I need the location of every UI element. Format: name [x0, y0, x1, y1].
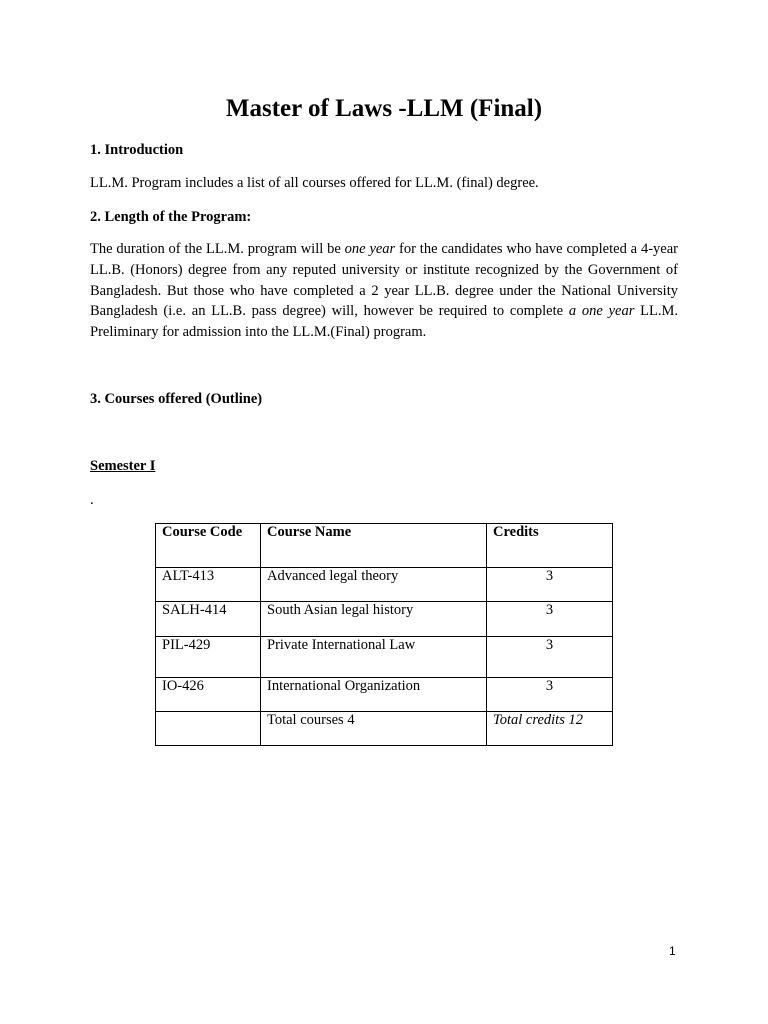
header-credits: Credits — [487, 524, 613, 568]
course-name-cell: Advanced legal theory — [261, 568, 487, 602]
table-row — [156, 678, 613, 712]
length-text-part2: for the candidates who have completed a 4-year LL.B. (Honors) degree from any reputed university or institute recognized by the Government of Bangladesh. But those who have completed a 2 year LL.B. degree under the National University Bangladesh (i.e. an LL.B. pass degree) will, however be required to complete — [90, 241, 678, 320]
header-course-code: Course Code — [156, 524, 261, 568]
list-marker: . — [90, 492, 94, 508]
course-name-cell: International Organization — [261, 678, 487, 712]
credits-cell: 3 — [487, 568, 613, 602]
semester-label: Semester I — [90, 458, 156, 474]
total-credits-cell: Total credits 12 — [487, 712, 613, 746]
section-heading-introduction: 1. Introduction — [90, 142, 184, 158]
length-paragraph — [90, 239, 678, 343]
table-row — [156, 568, 613, 602]
total-code-cell — [156, 712, 261, 746]
length-emphasis-a-one-year: a one year — [568, 303, 635, 320]
courses-table — [155, 523, 613, 746]
section-heading-length: 2. Length of the Program: — [90, 209, 252, 225]
length-text-part3: LL.M. Preliminary for admission into the LL.M.(Final) program. — [90, 303, 678, 341]
total-courses-cell: Total courses 4 — [261, 712, 487, 746]
credits-cell: 3 — [487, 637, 613, 678]
course-code-cell: SALH-414 — [156, 602, 261, 637]
length-text-part1: The duration of the LL.M. program will be — [90, 241, 345, 257]
course-code-cell: IO-426 — [156, 678, 261, 712]
section-heading-courses: 3. Courses offered (Outline) — [90, 391, 263, 407]
page-number: 1 — [669, 944, 676, 958]
page-title: Master of Laws -LLM (Final) — [225, 95, 543, 122]
course-code-cell: ALT-413 — [156, 568, 261, 602]
header-course-name: Course Name — [261, 524, 487, 568]
course-code-cell: PIL-429 — [156, 637, 261, 678]
table-row — [156, 637, 613, 678]
length-emphasis-one-year: one year — [344, 241, 396, 257]
credits-cell: 3 — [487, 678, 613, 712]
table-row — [156, 602, 613, 637]
course-name-cell: Private International Law — [261, 637, 487, 678]
introduction-paragraph: LL.M. Program includes a list of all courses offered for LL.M. (final) degree. — [90, 175, 539, 191]
table-total-row — [156, 712, 613, 746]
course-name-cell: South Asian legal history — [261, 602, 487, 637]
credits-cell: 3 — [487, 602, 613, 637]
table-header-row — [156, 524, 613, 568]
